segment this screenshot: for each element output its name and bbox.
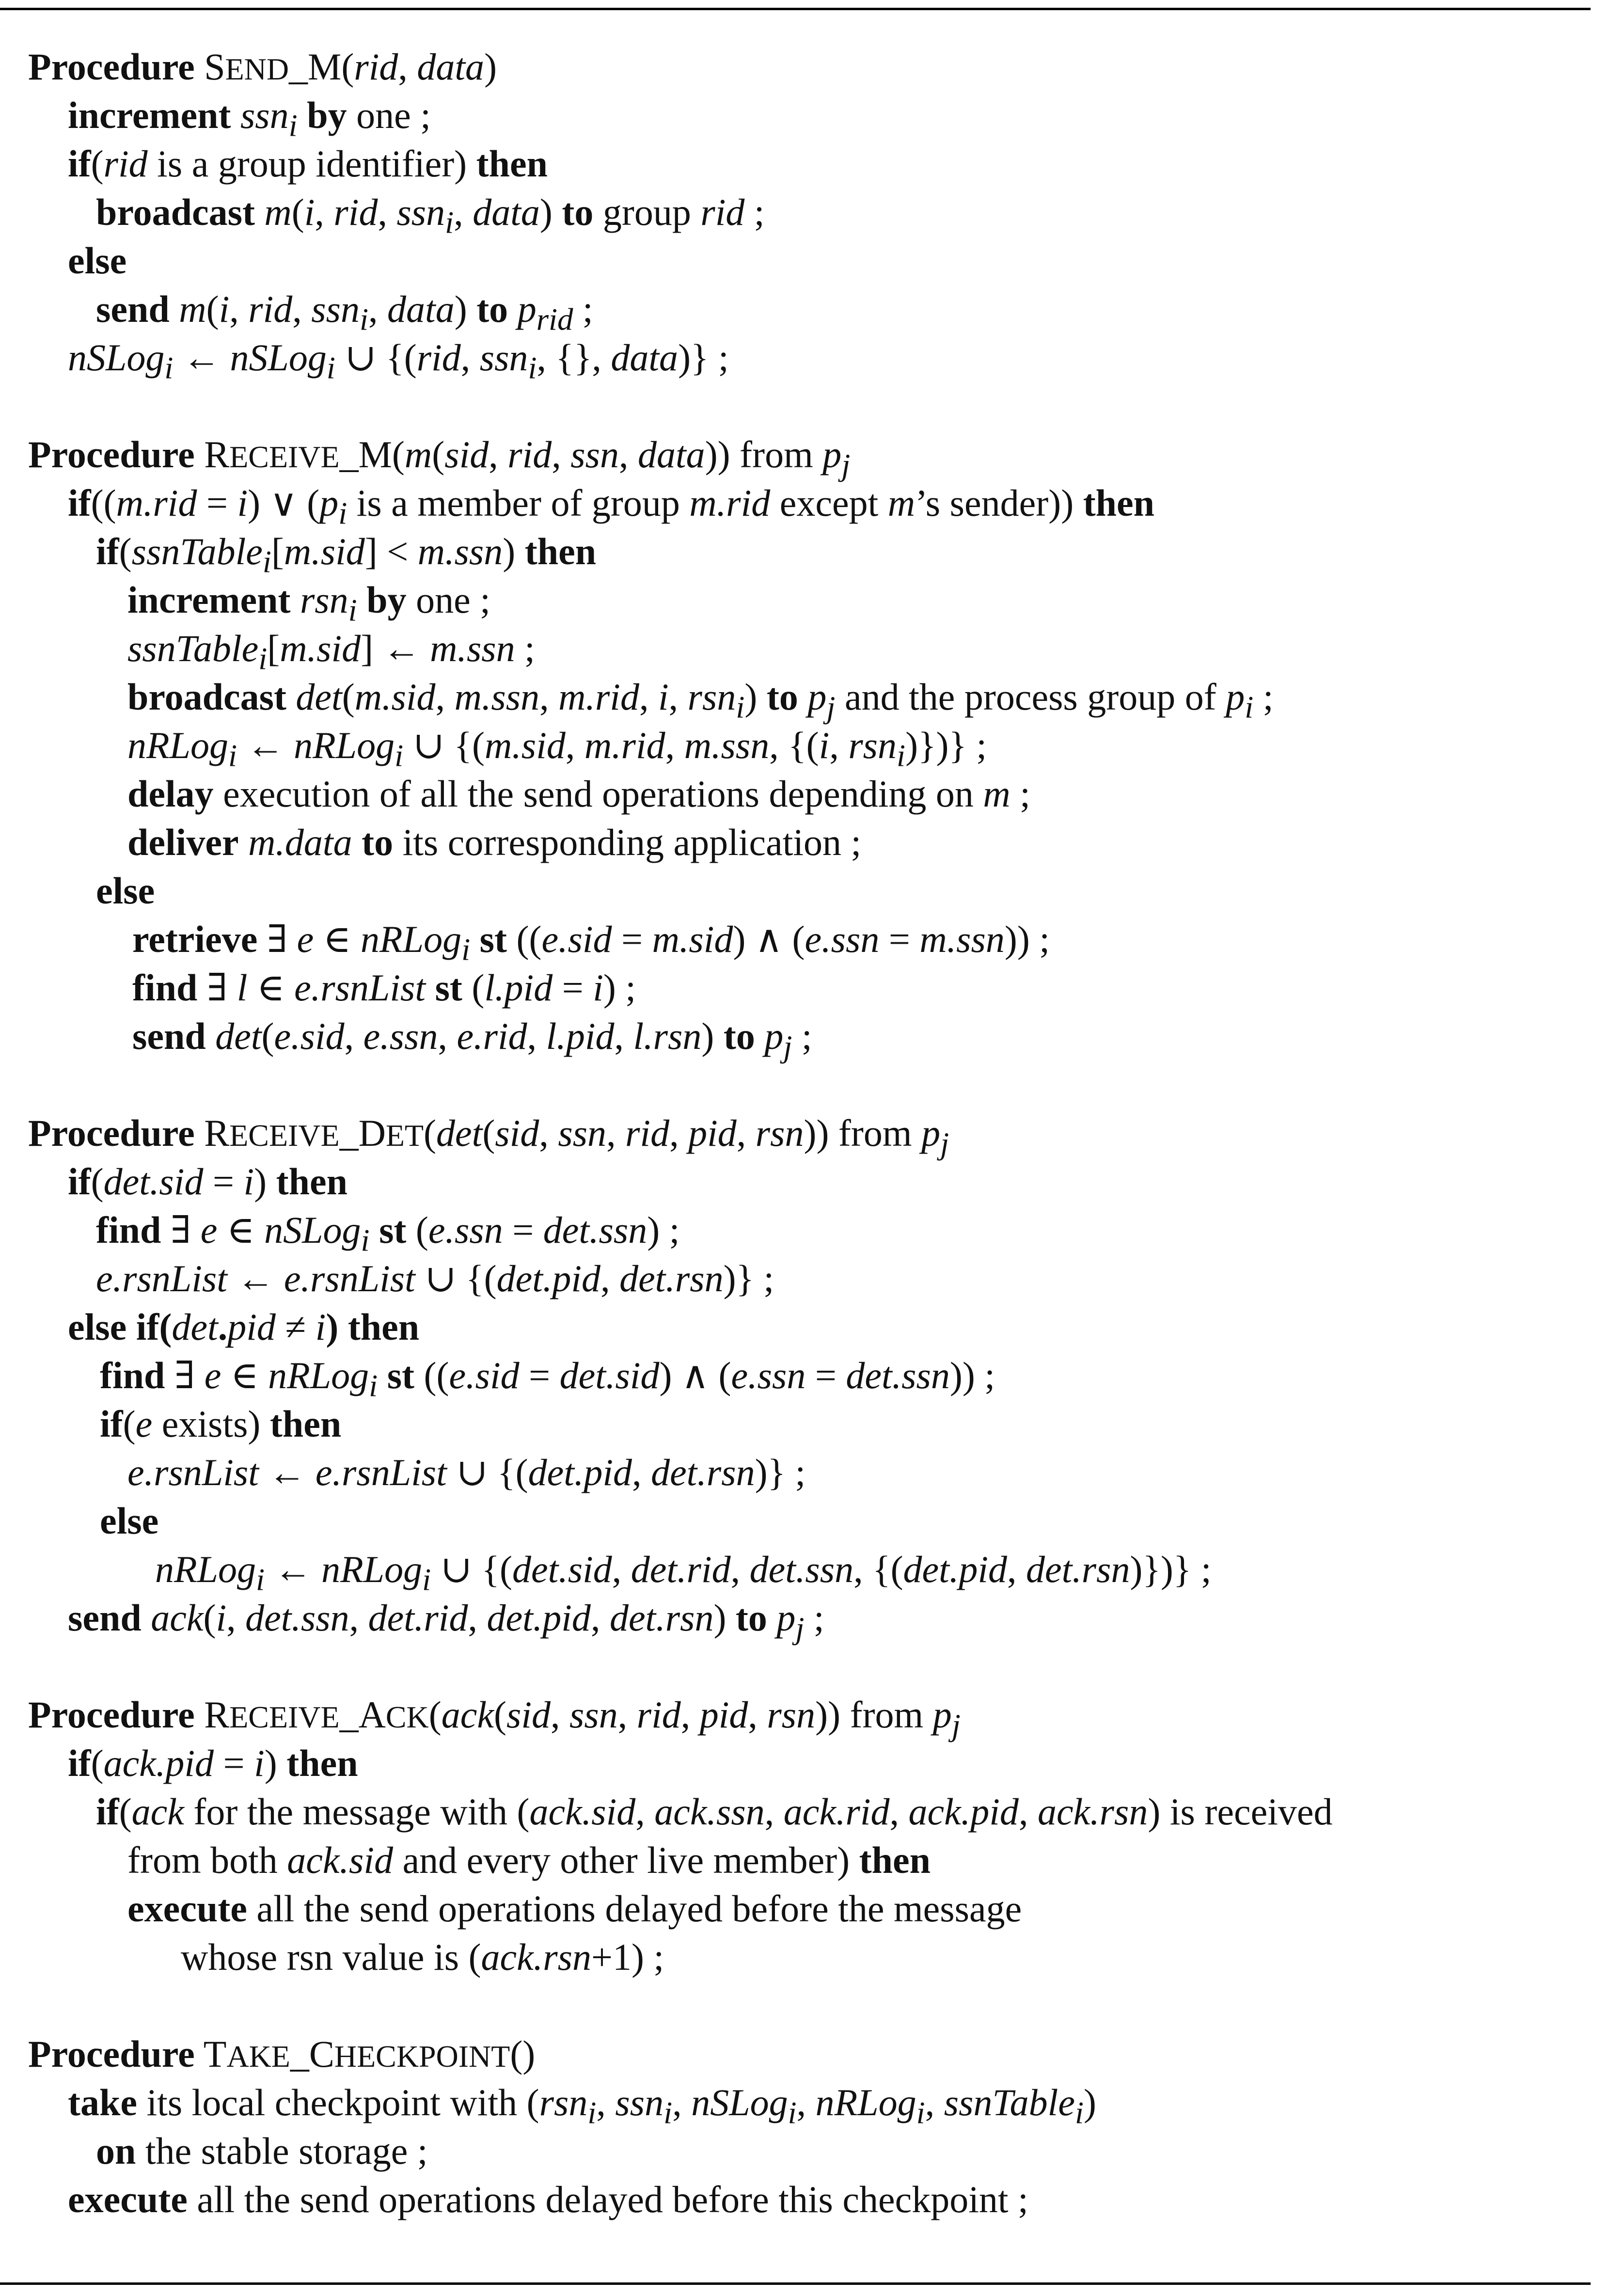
procedure-header: Procedure SEND_M(rid, data) [28, 46, 497, 88]
code-line: nRLog$_i$ ← nRLog$_i$ ∪ {(det.sid, det.rid, det.ssn, {(det.pid, det.rsn)})} ; [155, 1548, 1212, 1598]
code-line: nRLog$_i$ ← nRLog$_i$ ∪ {(m.sid, m.rid, m.ssn, {(i, rsn$_i$)})} ; [127, 724, 987, 774]
code-line: ssnTable$_i$[m.sid] ← m.ssn ; [127, 627, 535, 677]
code-line: if(ack for the message with (ack.sid, ack.ssn, ack.rid, ack.pid, ack.rsn) is received [96, 1790, 1333, 1833]
code-line: delay execution of all the send operations depending on m ; [127, 773, 1030, 815]
procedure-header: Procedure RECEIVE_DET(det(sid, ssn, rid, pid, rsn)) from $p_j$ [28, 1112, 949, 1161]
procedure-header: Procedure TAKE_CHECKPOINT() [28, 2033, 536, 2075]
section-gap [28, 1981, 1603, 2030]
code-line: send det(e.sid, e.ssn, e.rid, l.pid, l.rsn) to $p_j$ ; [132, 1015, 812, 1064]
top-rule [0, 8, 1591, 10]
code-line: take its local checkpoint with (rsn$_i$, ssn$_i$, nSLog$_i$, nRLog$_i$, ssnTable$_i$) [68, 2081, 1097, 2131]
code-line: send ack(i, det.ssn, det.rid, det.pid, det.rsn) to $p_j$ ; [68, 1597, 824, 1646]
code-line: find ∃ e ∈ nSLog$_i$ st (e.ssn = det.ssn) ; [96, 1209, 680, 1258]
code-line: if(e exists) then [100, 1403, 342, 1445]
code-line: broadcast det(m.sid, m.ssn, m.rid, i, rsn$_i$) to $p_j$ and the process group of $p_i$ ; [127, 676, 1274, 725]
code-line: if((m.rid = i) ∨ ($p_i$ is a member of group m.rid except m’s sender)) then [68, 482, 1155, 531]
code-line: if(rid is a group identifier) then [68, 143, 548, 185]
code-line: increment ssn$_i$ by one ; [68, 94, 431, 143]
code-line: broadcast m(i, rid, ssn$_i$, data) to group rid ; [96, 191, 765, 240]
bottom-rule [0, 2282, 1591, 2285]
code-line: increment rsn$_i$ by one ; [127, 579, 490, 628]
code-line: else [100, 1500, 159, 1542]
algorithm-block [28, 43, 1603, 2224]
code-line: from both ack.sid and every other live member) then [127, 1839, 931, 1881]
code-line: execute all the send operations delayed before this checkpoint ; [68, 2178, 1028, 2220]
code-line: on the stable storage ; [96, 2130, 428, 2172]
procedure-header: Procedure RECEIVE_ACK(ack(sid, ssn, rid, pid, rsn)) from $p_j$ [28, 1694, 961, 1743]
section-gap [28, 382, 1603, 430]
code-line: deliver m.data to its corresponding application ; [127, 821, 862, 863]
code-line: else [68, 239, 127, 282]
code-line: if(ack.pid = i) then [68, 1742, 358, 1784]
code-line: if(ssnTable$_i$[m.sid] < m.ssn) then [96, 530, 597, 580]
code-line: execute all the send operations delayed before the message [127, 1887, 1022, 1930]
procedure-header: Procedure RECEIVE_M(m(sid, rid, ssn, data)) from $p_j$ [28, 433, 851, 483]
code-line: send m(i, rid, ssn$_i$, data) to $p_{rid}$ ; [96, 288, 593, 337]
code-line: find ∃ e ∈ nRLog$_i$ st ((e.sid = det.sid) ∧ (e.ssn = det.ssn)) ; [100, 1354, 995, 1404]
code-line: if(det.sid = i) then [68, 1160, 347, 1203]
code-line: find ∃ l ∈ e.rsnList st (l.pid = i) ; [132, 966, 636, 1009]
code-line: e.rsnList ← e.rsnList ∪ {(det.pid, det.rsn)} ; [96, 1257, 774, 1299]
code-line: e.rsnList ← e.rsnList ∪ {(det.pid, det.rsn)} ; [127, 1451, 806, 1493]
code-line: retrieve ∃ e ∈ nRLog$_i$ st ((e.sid = m.sid) ∧ (e.ssn = m.ssn)) ; [132, 918, 1050, 967]
code-line: else if(det.pid ≠ i) then [68, 1306, 420, 1348]
code-line: nSLog$_i$ ← nSLog$_i$ ∪ {(rid, ssn$_i$, {}, data)} ; [68, 336, 729, 386]
section-gap [28, 1061, 1603, 1109]
code-line: whose rsn value is (ack.rsn+1) ; [181, 1936, 664, 1978]
section-gap [28, 1642, 1603, 1691]
code-line: else [96, 870, 155, 912]
